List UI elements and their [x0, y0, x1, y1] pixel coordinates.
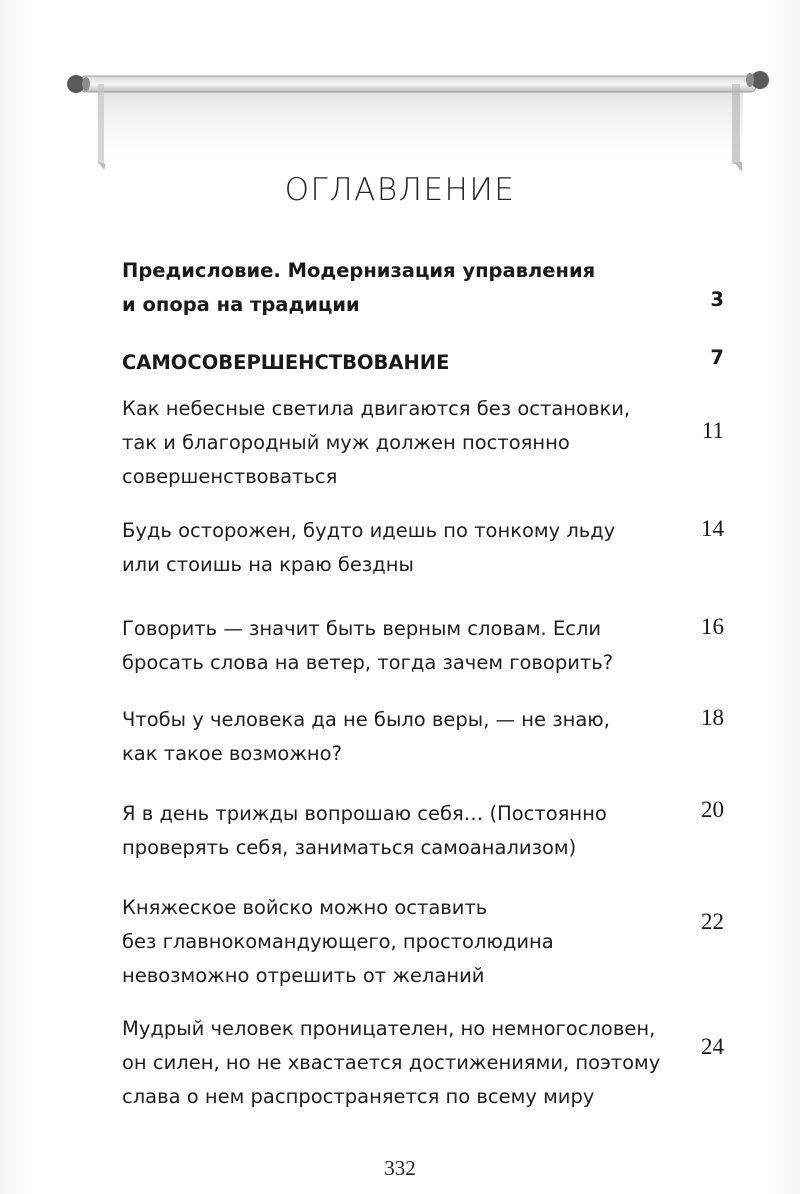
toc-entry-title [122, 392, 677, 494]
toc-entry-line: или стоишь на краю бездны [122, 553, 414, 576]
toc-entry-line: Как небесные светила двигаются без остановки, [122, 397, 631, 420]
toc-entry-preface [122, 254, 722, 322]
toc-entry-line: проверять себя, заниматься самоанализом) [122, 836, 577, 859]
toc-page-number: 18 [701, 705, 724, 730]
toc-entry-line: бросать слова на ветер, тогда зачем говорить? [122, 651, 614, 674]
toc-entry-title [122, 891, 677, 993]
toc-entry [122, 1012, 722, 1114]
toc-entry-line: Я в день трижды вопрошаю себя… (Постоянно [122, 802, 607, 825]
toc-entry-title [122, 254, 677, 322]
toc-entry [122, 612, 722, 680]
page-footer-number: 332 [384, 1156, 416, 1180]
toc-page-number: 11 [701, 418, 724, 443]
toc-page-number: 22 [701, 909, 724, 934]
toc-entry-line: как такое возможно? [122, 742, 342, 765]
toc-entry-title [122, 612, 677, 680]
toc-entry-title [122, 703, 677, 771]
page-title: ОГЛАВЛЕНИЕ [284, 172, 516, 208]
toc-entry-line: так и благородный муж должен постоянно [122, 431, 570, 454]
toc-page-number: 7 [710, 346, 724, 369]
toc-entry-line: невозможно отрешить от желаний [122, 964, 485, 987]
toc-entry-title [122, 514, 677, 582]
toc-entry-line: Мудрый человек проницателен, но немногословен, [122, 1017, 656, 1040]
toc-entry-line: он силен, но не хвастается достижениями, поэтому [122, 1051, 661, 1074]
toc-entry [122, 797, 722, 865]
toc-page-number: 3 [710, 288, 724, 311]
toc-entry [122, 703, 722, 771]
toc-entry [122, 891, 722, 993]
toc-entry-line: совершенствоваться [122, 465, 338, 488]
toc-page-number: 24 [701, 1034, 724, 1059]
toc-entry-section [122, 346, 722, 380]
toc-entry [122, 392, 722, 494]
toc-entry-line: САМОСОВЕРШЕНСТВОВАНИЕ [122, 351, 450, 374]
toc-page-number: 20 [701, 797, 724, 822]
toc-page-number: 16 [701, 614, 724, 639]
toc-entry-title [122, 797, 677, 865]
toc-entry-line: и опора на традиции [122, 293, 360, 316]
toc-entry [122, 514, 722, 582]
toc-entry-title [122, 1012, 677, 1114]
toc-entry-line: Чтобы у человека да не было веры, — не знаю, [122, 708, 610, 731]
toc-entry-line: Будь осторожен, будто идешь по тонкому льду [122, 519, 616, 542]
toc-page-number: 14 [701, 516, 724, 541]
scroll-ornament-icon [62, 62, 774, 172]
toc-entry-line: слава о нем распространяется по всему миру [122, 1085, 595, 1108]
toc-entry-line: Княжеское войско можно оставить [122, 896, 488, 919]
toc-entry-line: Предисловие. Модернизация управления [122, 259, 596, 282]
toc-entry-line: без главнокомандующего, простолюдина [122, 930, 554, 953]
toc-entry-title [122, 346, 677, 380]
toc-entry-line: Говорить — значит быть верным словам. Если [122, 617, 602, 640]
